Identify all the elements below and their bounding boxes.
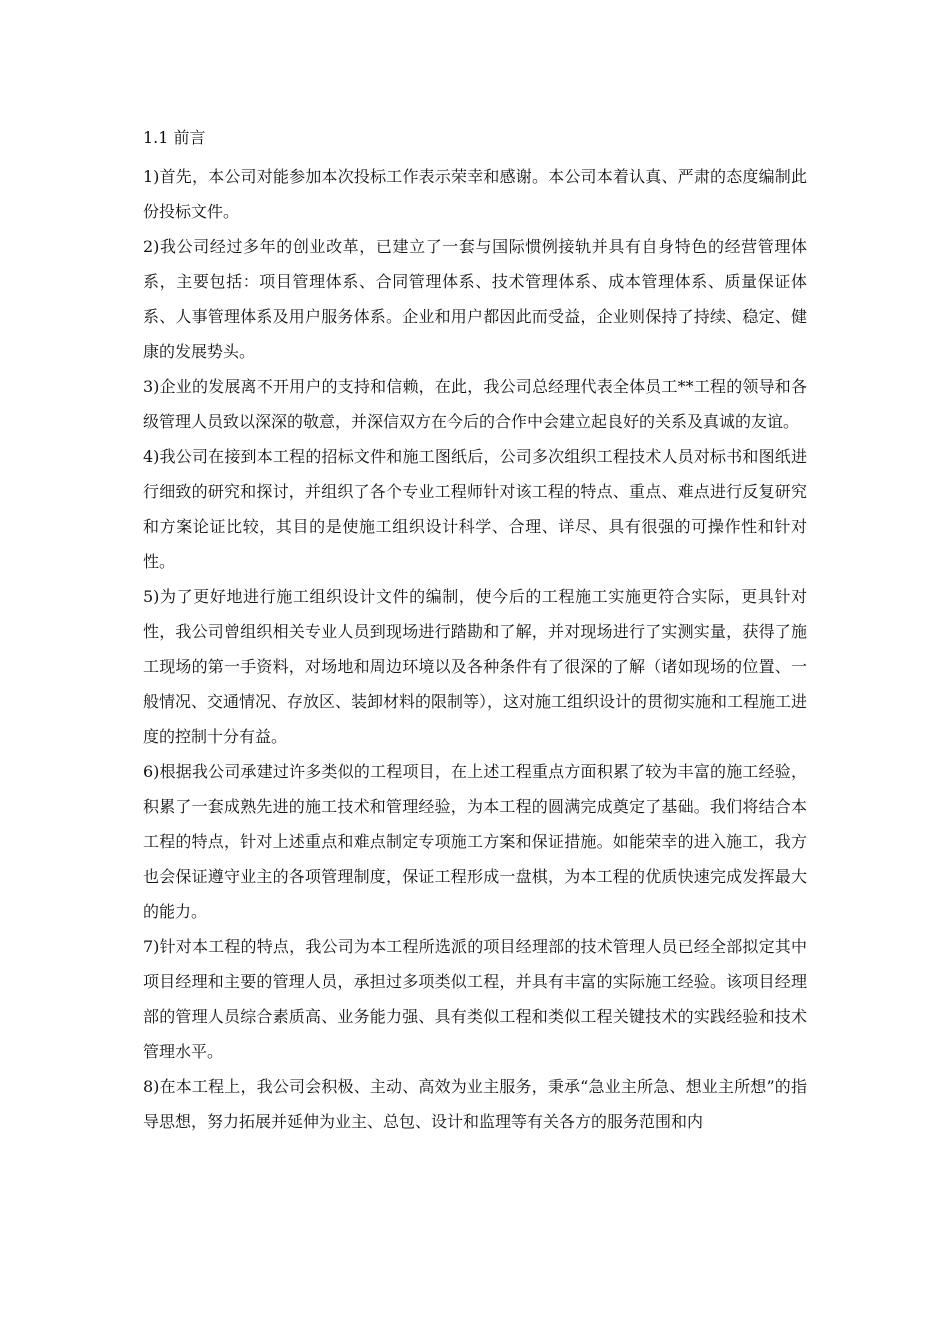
section-heading: 1.1 前言	[143, 128, 206, 147]
paragraph-1: 1)首先，本公司对能参加本次投标工作表示荣幸和感谢。本公司本着认真、严肃的态度编制此份投标文件。	[143, 167, 807, 221]
paragraph-3: 3)企业的发展离不开用户的支持和信赖，在此，我公司总经理代表全体员工**工程的领导和各级管理人员致以深深的敬意，并深信双方在今后的合作中会建立起良好的关系及真诚的友谊。	[143, 377, 807, 431]
paragraph-2: 2)我公司经过多年的创业改革，已建立了一套与国际惯例接轨并具有自身特色的经营管理体系，主要包括：项目管理体系、合同管理体系、技术管理体系、成本管理体系、质量保证体系、人事管理体系及用户服务体系。企业和用户都因此而受益，企业则保持了持续、稳定、健康的发展势头。	[143, 237, 807, 361]
paragraph-6: 6)根据我公司承建过许多类似的工程项目，在上述工程重点方面积累了较为丰富的施工经验，积累了一套成熟先进的施工技术和管理经验，为本工程的圆满完成奠定了基础。我们将结合本工程的特点，针对上述重点和难点制定专项施工方案和保证措施。如能荣幸的进入施工，我方也会保证遵守业主的各项管理制度，保证工程形成一盘棋，为本工程的优质快速完成发挥最大的能力。	[143, 762, 807, 921]
paragraph-5: 5)为了更好地进行施工组织设计文件的编制，使今后的工程施工实施更符合实际，更具针对性，我公司曾组织相关专业人员到现场进行踏勘和了解，并对现场进行了实测实量，获得了施工现场的第一手资料，对场地和周边环境以及各种条件有了很深的了解（诸如现场的位置、一般情况、交通情况、存放区、装卸材料的限制等），这对施工组织设计的贯彻实施和工程施工进度的控制十分有益。	[143, 587, 808, 746]
paragraph-7: 7)针对本工程的特点，我公司为本工程所选派的项目经理部的技术管理人员已经全部拟定其中项目经理和主要的管理人员，承担过多项类似工程，并具有丰富的实际施工经验。该项目经理部的管理人员综合素质高、业务能力强、具有类似工程和类似工程关键技术的实践经验和技术管理水平。	[143, 937, 807, 1061]
paragraph-8: 8)在本工程上，我公司会积极、主动、高效为业主服务，秉承“急业主所急、想业主所想”的指导思想，努力拓展并延伸为业主、总包、设计和监理等有关各方的服务范围和内	[143, 1077, 807, 1131]
paragraph-4: 4)我公司在接到本工程的招标文件和施工图纸后，公司多次组织工程技术人员对标书和图纸进行细致的研究和探讨，并组织了各个专业工程师针对该工程的特点、重点、难点进行反复研究和方案论证比较，其目的是使施工组织设计科学、合理、详尽、具有很强的可操作性和针对性。	[143, 447, 807, 571]
document-page	[143, 124, 807, 1139]
